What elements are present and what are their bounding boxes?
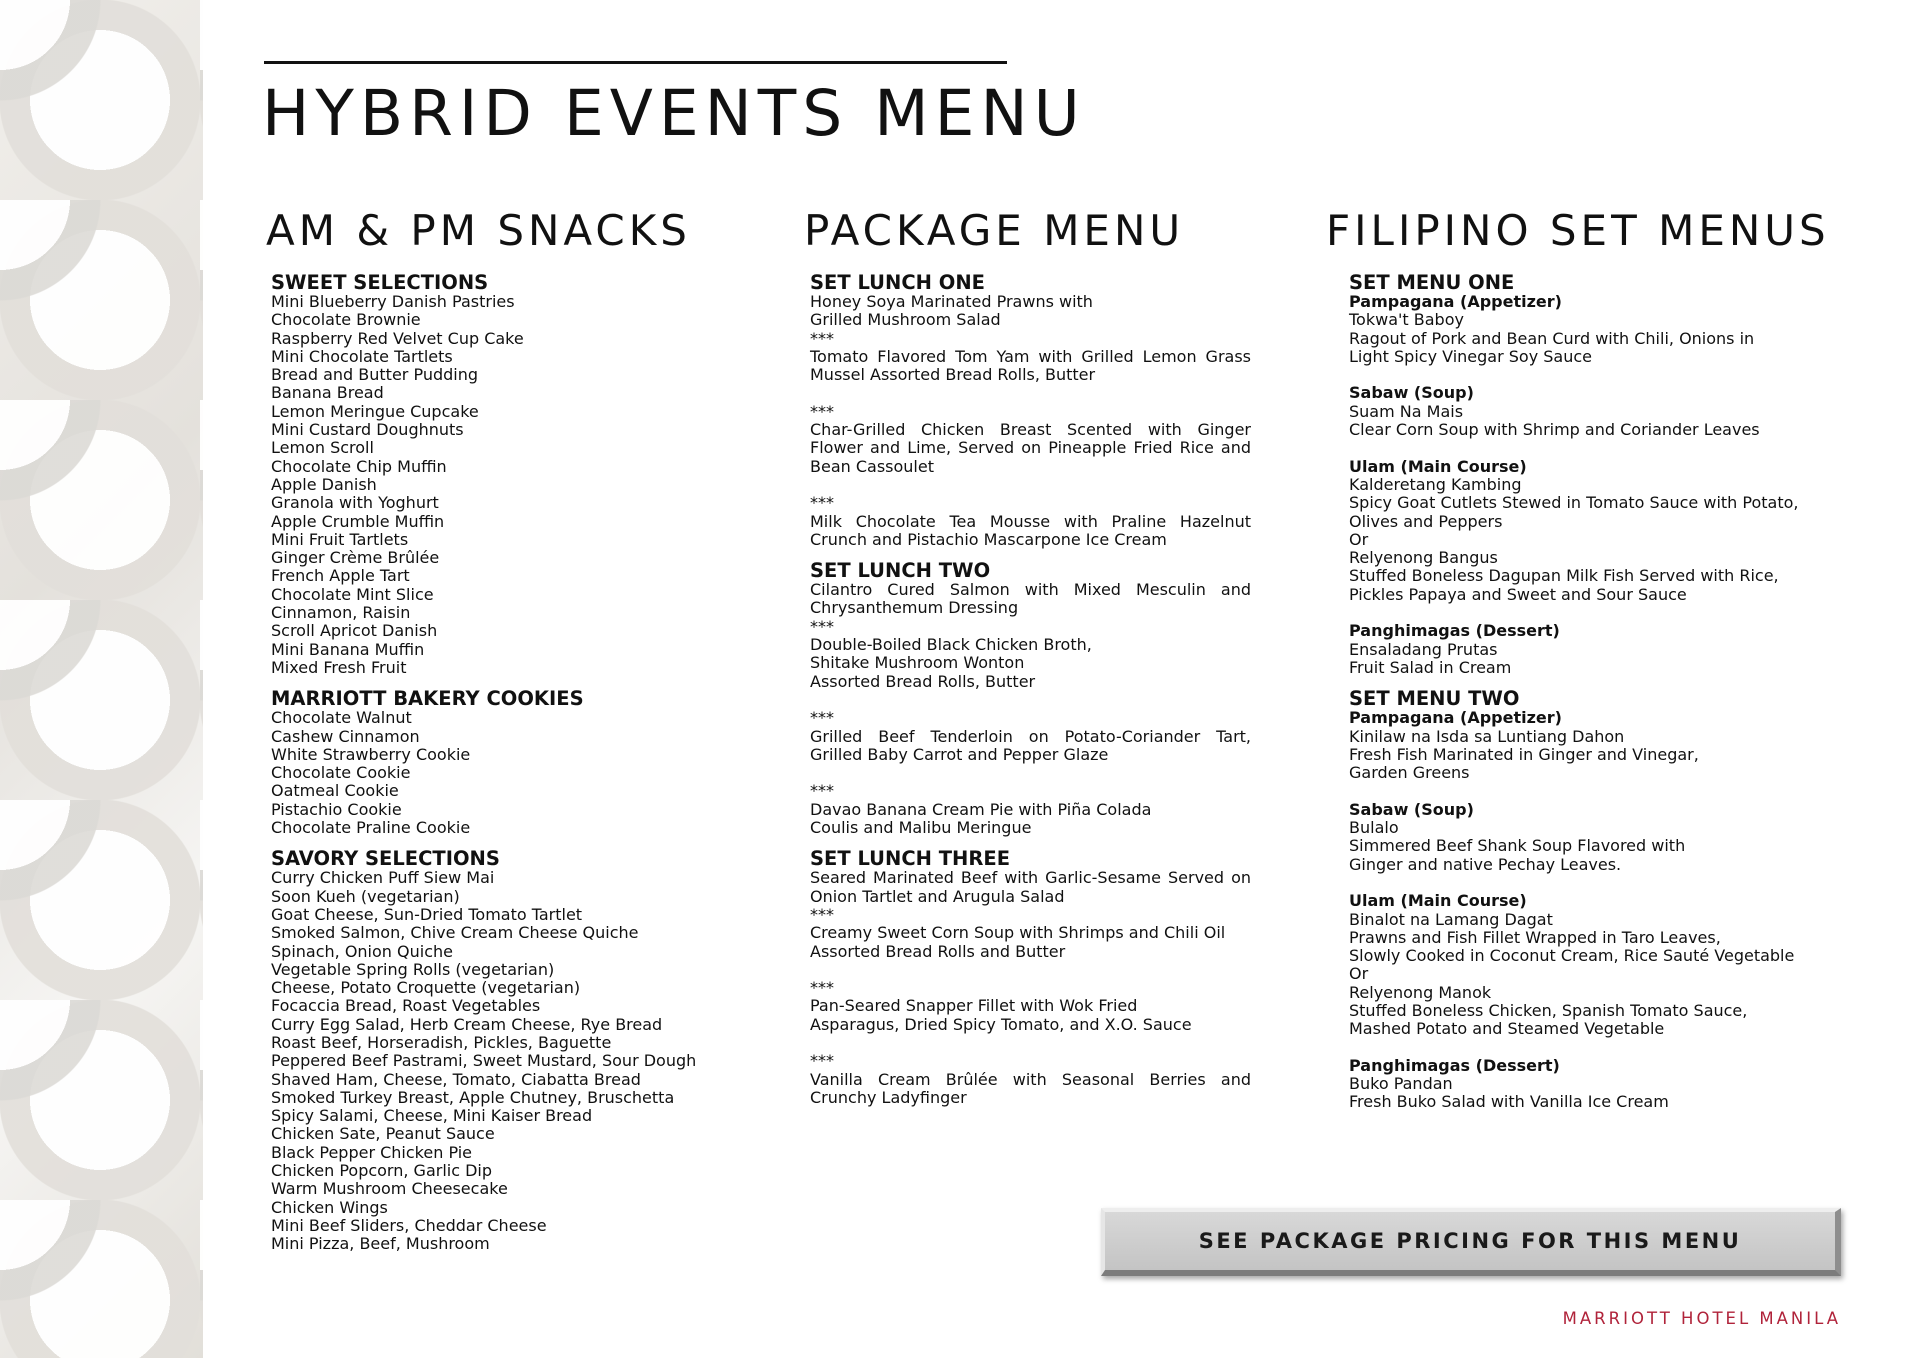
menu-item: Bulalo [1349,818,1399,838]
course-title: Pampagana (Appetizer) [1349,292,1562,311]
course-list [1349,819,1859,874]
menu-item: Davao Banana Cream Pie with Piña Colada [810,799,1152,819]
menu-item: Prawns and Fish Fillet Wrapped in Taro Leaves, [1349,927,1721,947]
package-column [810,273,1251,1107]
course-list [1349,311,1859,366]
menu-item: Warm Mushroom Cheesecake [271,1179,508,1199]
menu-item: Chocolate Cookie [271,763,411,783]
menu-item: Mini Custard Doughnuts [271,420,464,440]
menu-item: Shaved Ham, Cheese, Tomato, Ciabatta Bread [271,1069,641,1089]
course-title: Ulam (Main Course) [1349,456,1527,476]
brand-footer: MARRIOTT HOTEL MANILA [1562,1309,1841,1328]
menu-item: Kinilaw na Isda sa Luntiang Dahon [1349,726,1625,746]
menu-item: Black Pepper Chicken Pie [271,1142,473,1162]
set-lunch-two-title: SET LUNCH TWO [810,559,991,583]
course-list [1349,641,1859,678]
menu-item: Raspberry Red Velvet Cup Cake [271,328,524,348]
menu-item: Mini Pizza, Beef, Mushroom [271,1234,490,1254]
menu-item: Kalderetang Kambing [1349,474,1522,494]
course-title: Pampagana (Appetizer) [1349,708,1562,728]
menu-item: Cheese, Potato Croquette (vegetarian) [271,978,581,998]
course-separator: *** [810,781,834,801]
page-title: HYBRID EVENTS MENU [262,77,1086,150]
menu-item: Light Spicy Vinegar Soy Sauce [1349,346,1593,366]
menu-item: Creamy Sweet Corn Soup with Shrimps and Chili Oil [810,923,1226,943]
section-title-savory: SAVORY SELECTIONS [271,847,500,871]
package-pricing-button[interactable] [1101,1208,1841,1276]
course-separator: *** [810,493,834,513]
menu-item: Chicken Sate, Peanut Sauce [271,1124,495,1144]
menu-item: Fruit Salad in Cream [1349,657,1512,677]
title-rule [264,61,1007,64]
snacks-column [271,273,711,1254]
menu-item: Garden Greens [1349,763,1470,783]
menu-item: Cashew Cinnamon [271,726,420,746]
menu-item: Smoked Salmon, Chive Cream Cheese Quiche [271,923,639,943]
course-title: Sabaw (Soup) [1349,383,1474,403]
menu-item: Bread and Butter Pudding [271,365,479,385]
menu-item: Focaccia Bread, Roast Vegetables [271,996,541,1016]
set-menu-two-title: SET MENU TWO [1349,687,1520,711]
course-separator: *** [810,708,834,728]
set-menu-one-title: SET MENU ONE [1349,271,1515,294]
course-title: Panghimagas (Dessert) [1349,621,1560,641]
menu-item: Or [1349,529,1369,549]
heading-package: PACKAGE MENU [804,206,1185,255]
menu-item: Mini Blueberry Danish Pastries [271,292,515,311]
course-separator: *** [810,1051,834,1071]
menu-item: Olives and Peppers [1349,511,1503,531]
menu-item: Spinach, Onion Quiche [271,941,453,961]
menu-item: Binalot na Lamang Dagat [1349,909,1553,929]
course-separator: *** [810,328,834,348]
course-list [1349,1075,1859,1112]
menu-item: Stuffed Boneless Dagupan Milk Fish Served with Rice, [1349,566,1779,586]
menu-item: Grilled Mushroom Salad [810,310,1001,330]
course-list [1349,911,1859,1039]
menu-item: Honey Soya Marinated Prawns with [810,292,1093,311]
menu-item: Oatmeal Cookie [271,781,399,801]
menu-item: Relyenong Bangus [1349,548,1498,568]
menu-item: Apple Danish [271,474,377,494]
menu-item: Seared Marinated Beef with Garlic-Sesame Served on Onion Tartlet and Arugula Salad [810,868,1251,906]
menu-item: French Apple Tart [271,566,410,586]
course-list [1349,476,1859,604]
menu-item: Suam Na Mais [1349,401,1464,421]
course-separator: *** [810,978,834,998]
menu-item: Assorted Bread Rolls, Butter [810,671,1036,691]
menu-item: Fresh Buko Salad with Vanilla Ice Cream [1349,1092,1669,1112]
section-title-cookies: MARRIOTT BAKERY COOKIES [271,687,584,711]
menu-item: Slowly Cooked in Coconut Cream, Rice Sauté Vegetable [1349,946,1795,966]
menu-item: Pan-Seared Snapper Fillet with Wok Fried [810,996,1138,1016]
set-lunch-three-title: SET LUNCH THREE [810,847,1011,871]
heading-snacks: AM & PM SNACKS [266,206,691,255]
heading-filipino: FILIPINO SET MENUS [1326,206,1830,255]
menu-item: Mashed Potato and Steamed Vegetable [1349,1019,1665,1039]
menu-item: Grilled Beef Tenderloin on Potato-Coriander Tart, Grilled Baby Carrot and Pepper Glaze [810,726,1251,764]
menu-item: Mixed Fresh Fruit [271,657,407,677]
menu-item: Relyenong Manok [1349,982,1492,1002]
sweet-list [271,293,711,677]
menu-item: Mini Fruit Tartlets [271,529,409,549]
menu-item: Mini Beef Sliders, Cheddar Cheese [271,1215,547,1235]
menu-item: Goat Cheese, Sun-Dried Tomato Tartlet [271,904,583,924]
menu-item: Or [1349,964,1369,984]
menu-item: Lemon Meringue Cupcake [271,401,479,421]
package-pricing-label: SEE PACKAGE PRICING FOR THIS MENU [1198,1229,1742,1253]
cookies-list [271,709,711,837]
menu-item: Chocolate Walnut [271,708,412,728]
course-separator: *** [810,904,834,924]
menu-item: Shitake Mushroom Wonton [810,653,1025,673]
menu-item: Peppered Beef Pastrami, Sweet Mustard, Sour Dough [271,1051,697,1071]
course-list [1349,728,1859,783]
menu-item: Coulis and Malibu Meringue [810,818,1032,838]
menu-item: Vegetable Spring Rolls (vegetarian) [271,959,555,979]
menu-item: Pickles Papaya and Sweet and Sour Sauce [1349,584,1687,604]
menu-item: Roast Beef, Horseradish, Pickles, Baguette [271,1032,612,1052]
course-list [1349,403,1859,440]
menu-item: Buko Pandan [1349,1074,1453,1094]
menu-item: Ensaladang Prutas [1349,639,1498,659]
course-separator: *** [810,616,834,636]
menu-item: Apple Crumble Muffin [271,511,445,531]
menu-item: Pistachio Cookie [271,799,402,819]
menu-item: Chocolate Brownie [271,310,421,330]
menu-item: White Strawberry Cookie [271,744,471,764]
course-title: Panghimagas (Dessert) [1349,1055,1560,1075]
savory-list [271,869,711,1253]
menu-item: Scroll Apricot Danish [271,621,438,641]
menu-item: Char-Grilled Chicken Breast Scented with Ginger Flower and Lime, Served on Pineapple Fried Rice and Bean Cassoulet [810,420,1251,476]
menu-item: Tokwa't Baboy [1349,310,1464,330]
menu-item: Vanilla Cream Brûlée with Seasonal Berries and Crunchy Ladyfinger [810,1069,1251,1107]
menu-item: Double-Boiled Black Chicken Broth, [810,635,1092,655]
menu-item: Tomato Flavored Tom Yam with Grilled Lemon Grass Mussel Assorted Bread Rolls, Butter [810,346,1251,385]
course-title: Ulam (Main Course) [1349,891,1527,911]
menu-item: Ginger Crème Brûlée [271,548,440,568]
menu-item: Asparagus, Dried Spicy Tomato, and X.O. Sauce [810,1014,1192,1034]
menu-item: Chicken Popcorn, Garlic Dip [271,1161,493,1181]
menu-item: Ginger and native Pechay Leaves. [1349,854,1622,874]
menu-item: Simmered Beef Shank Soup Flavored with [1349,836,1686,856]
menu-item: Curry Egg Salad, Herb Cream Cheese, Rye Bread [271,1014,663,1034]
menu-item: Cinnamon, Raisin [271,603,411,623]
set-lunch-one-title: SET LUNCH ONE [810,271,985,294]
menu-item: Spicy Salami, Cheese, Mini Kaiser Bread [271,1106,593,1126]
menu-item: Spicy Goat Cutlets Stewed in Tomato Sauce with Potato, [1349,493,1799,513]
menu-item: Soon Kueh (vegetarian) [271,886,460,906]
menu-item: Mini Banana Muffin [271,639,425,659]
menu-item: Smoked Turkey Breast, Apple Chutney, Bruschetta [271,1087,675,1107]
menu-item: Curry Chicken Puff Siew Mai [271,868,495,888]
filipino-column [1349,273,1859,1112]
menu-item: Lemon Scroll [271,438,374,458]
menu-item: Ragout of Pork and Bean Curd with Chili, Onions in [1349,328,1755,348]
menu-item: Assorted Bread Rolls and Butter [810,941,1066,961]
course-title: Sabaw (Soup) [1349,799,1474,819]
menu-item: Fresh Fish Marinated in Ginger and Vinegar, [1349,744,1699,764]
menu-item: Chocolate Praline Cookie [271,818,471,838]
menu-item: Chicken Wings [271,1197,388,1217]
menu-item: Stuffed Boneless Chicken, Spanish Tomato Sauce, [1349,1000,1748,1020]
menu-item: Chocolate Chip Muffin [271,456,447,476]
menu-item: Milk Chocolate Tea Mousse with Praline Hazelnut Crunch and Pistachio Mascarpone Ice Cream [810,511,1251,549]
section-title-sweet: SWEET SELECTIONS [271,271,489,294]
decorative-marble-panel [0,0,203,1358]
menu-item: Mini Chocolate Tartlets [271,346,453,366]
menu-item: Granola with Yoghurt [271,493,439,513]
menu-item: Banana Bread [271,383,384,403]
menu-item: Clear Corn Soup with Shrimp and Coriander Leaves [1349,420,1760,440]
menu-item: Chocolate Mint Slice [271,584,434,604]
course-separator: *** [810,401,834,421]
menu-item: Cilantro Cured Salmon with Mixed Mesculin and Chrysanthemum Dressing [810,580,1251,618]
